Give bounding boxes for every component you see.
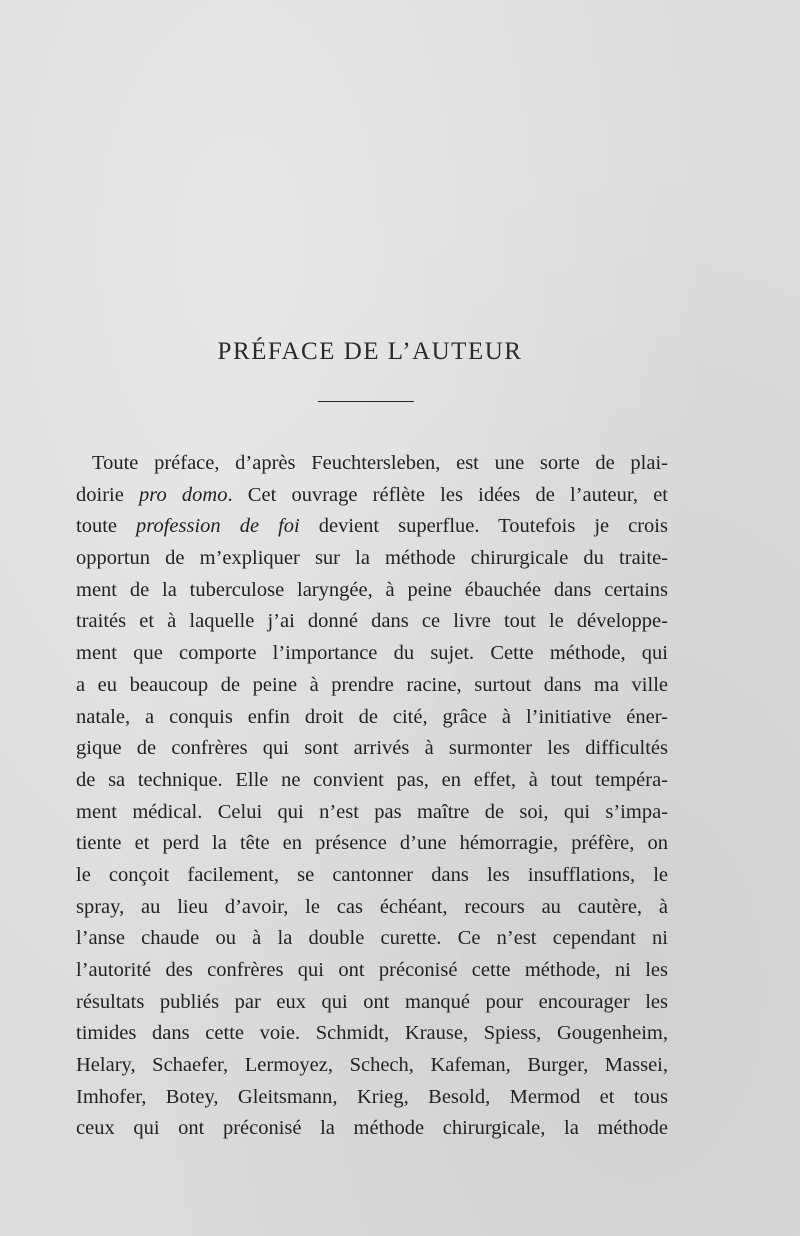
text-segment: . Cet ouvrage réflète les idées de l’auteur, et: [227, 483, 669, 506]
text-segment: ment médical. Celui qui n’est pas maître de soi, qui s’impa-: [76, 800, 668, 823]
text-segment: de sa technique. Elle ne convient pas, en effet, à tout tempéra-: [76, 768, 668, 791]
text-segment: opportun de m’expliquer sur la méthode chirurgicale du traite-: [76, 547, 668, 570]
text-segment: traités et à laquelle j’ai donné dans ce livre tout le développe-: [76, 610, 668, 633]
text-segment: le conçoit facilement, se cantonner dans les insufflations, le: [76, 863, 668, 886]
text-segment: doirie: [76, 483, 140, 506]
text-line: [76, 1113, 668, 1145]
text-segment: devient superflue. Toutefois je crois: [299, 515, 668, 538]
text-segment: l’autorité des confrères qui ont préconisé cette méthode, ni les: [76, 959, 668, 981]
text-segment: résultats publiés par eux qui ont manqué pour encourager les: [76, 990, 668, 1013]
text-line: [76, 797, 668, 829]
text-line: [76, 638, 668, 670]
text-line: [76, 1082, 668, 1114]
text-segment: timides dans cette voie. Schmidt, Krause, Spiess, Gougenheim,: [76, 1022, 668, 1045]
text-line: [76, 923, 668, 955]
text-line: [76, 606, 668, 638]
text-line: [76, 1050, 668, 1082]
text-line: [76, 670, 668, 702]
text-line: [76, 892, 668, 924]
preface-paragraph: [76, 448, 668, 1145]
text-line: [76, 765, 668, 797]
text-line: [76, 480, 668, 512]
text-segment: gique de confrères qui sont arrivés à surmonter les difficultés: [76, 737, 668, 760]
italic-text: pro domo: [139, 483, 228, 506]
text-segment: ment que comporte l’importance du sujet. Cette méthode, qui: [76, 642, 668, 665]
text-line: [76, 987, 668, 1019]
text-segment: spray, au lieu d’avoir, le cas échéant, recours au cautère, à: [76, 895, 668, 918]
page-title: PRÉFACE DE L’AUTEUR: [217, 338, 523, 365]
text-segment: natale, a conquis enfin droit de cité, grâce à l’initiative éner-: [76, 705, 668, 728]
text-line: [76, 733, 668, 765]
text-segment: ment de la tuberculose laryngée, à peine ébauchée dans certains: [76, 578, 668, 601]
text-line: [76, 1018, 668, 1050]
text-segment: toute: [76, 515, 137, 538]
text-segment: Toute préface, d’après Feuchtersleben, est une sorte de plai-: [92, 452, 668, 474]
text-line: [76, 543, 668, 575]
text-segment: tiente et perd la tête en présence d’une hémorragie, préfère, on: [76, 832, 668, 855]
text-line: [76, 828, 668, 860]
text-segment: a eu beaucoup de peine à prendre racine, surtout dans ma ville: [76, 673, 668, 696]
text-line: [76, 955, 668, 987]
text-line: [76, 511, 668, 543]
text-line: [76, 575, 668, 607]
text-segment: Imhofer, Botey, Gleitsmann, Krieg, Besold, Mermod et tous: [76, 1085, 668, 1108]
text-segment: Helary, Schaefer, Lermoyez, Schech, Kafeman, Burger, Massei,: [76, 1054, 668, 1077]
title-rule: [318, 401, 414, 402]
text-segment: l’anse chaude ou à la double curette. Ce n’est cependant ni: [76, 927, 668, 950]
text-line: [76, 702, 668, 734]
text-line: [76, 860, 668, 892]
text-line: [76, 448, 668, 480]
text-segment: ceux qui ont préconisé la méthode chirurgicale, la méthode: [76, 1117, 668, 1140]
italic-text: profession de foi: [136, 515, 300, 538]
